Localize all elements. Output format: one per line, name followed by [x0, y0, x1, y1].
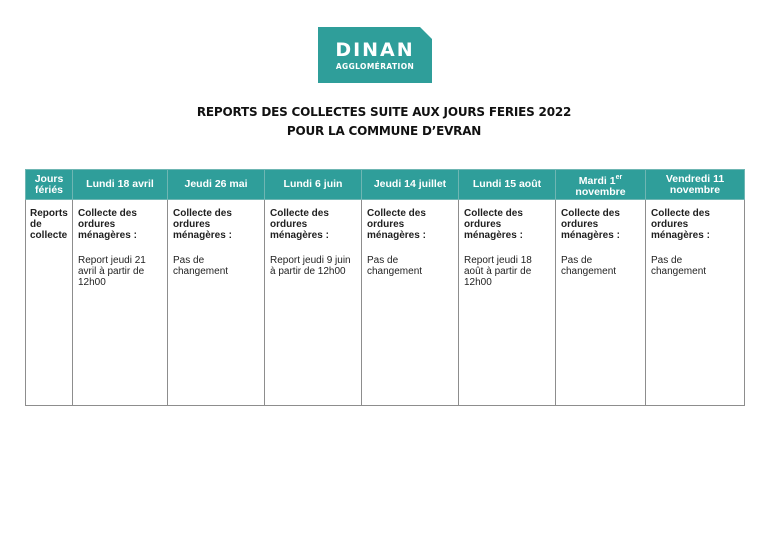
column-header	[556, 170, 646, 200]
cell-note: Pas de changement	[367, 255, 423, 277]
holiday-collection-table	[25, 169, 745, 406]
cell-title: Collecte des ordures ménagères :	[464, 208, 523, 241]
cell-note: Pas de changement	[173, 255, 229, 277]
table-cell	[459, 200, 556, 406]
ordinal-superscript: er	[615, 173, 623, 181]
table-cell	[73, 200, 168, 406]
cell-title: Collecte des ordures ménagères :	[78, 208, 137, 241]
cell-note: Pas de changement	[561, 255, 617, 277]
cell-note: Report jeudi 21 avril à partir de 12h00	[78, 255, 146, 288]
table-cell	[265, 200, 362, 406]
table-row	[26, 200, 745, 406]
table-header-row	[26, 170, 745, 200]
column-header: Jeudi 26 mai	[168, 170, 265, 200]
logo-name: DINAN	[335, 39, 415, 61]
header-text: novembre	[575, 185, 626, 198]
column-header: Jeudi 14 juillet	[362, 170, 459, 200]
cell-note: Report jeudi 18 août à partir de 12h00	[464, 255, 532, 288]
logo-subtitle: AGGLOMÉRATION	[335, 62, 415, 71]
heading-line-2: POUR LA COMMUNE D’EVRAN	[286, 124, 482, 138]
cell-title: Collecte des ordures ménagères :	[173, 208, 232, 241]
row-label-reports: Reports de collecte	[26, 200, 73, 406]
cell-title: Collecte des ordures ménagères :	[651, 208, 710, 241]
cell-note: Pas de changement	[651, 255, 707, 277]
column-header: Lundi 18 avril	[73, 170, 168, 200]
cell-title: Collecte des ordures ménagères :	[270, 208, 329, 241]
column-header: Lundi 6 juin	[265, 170, 362, 200]
column-header: Vendredi 11 novembre	[646, 170, 745, 200]
table-cell	[362, 200, 459, 406]
table-cell	[646, 200, 745, 406]
dinan-agglomeration-logo	[318, 27, 432, 83]
page-heading	[0, 103, 768, 141]
cell-title: Collecte des ordures ménagères :	[561, 208, 620, 241]
header-text: Mardi 1	[578, 174, 616, 187]
column-header: Lundi 15 août	[459, 170, 556, 200]
column-header-jours-feries: Jours fériés	[26, 170, 73, 200]
table-cell	[168, 200, 265, 406]
cell-note: Report jeudi 9 juin à partir de 12h00	[270, 255, 351, 277]
heading-line-1: REPORTS DES COLLECTES SUITE AUX JOURS FERIES 2022	[196, 105, 572, 119]
table-cell	[556, 200, 646, 406]
cell-title: Collecte des ordures ménagères :	[367, 208, 426, 241]
